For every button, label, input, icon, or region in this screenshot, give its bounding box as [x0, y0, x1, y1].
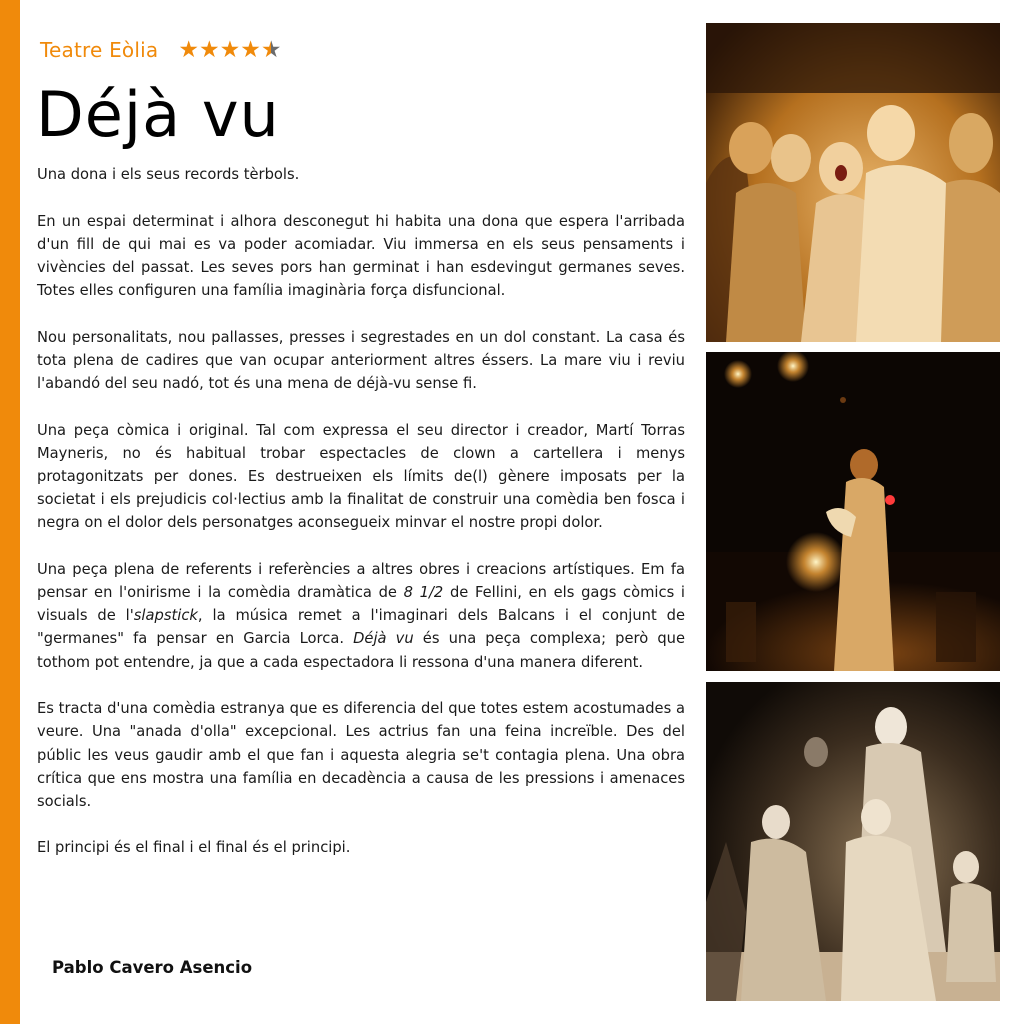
- half-star-icon: ★: [260, 36, 282, 63]
- accent-side-bar: [0, 0, 20, 1024]
- paragraph-closing: El principi és el final i el final és el principi.: [37, 839, 351, 857]
- paragraph-characters: Nou personalitats, nou pallasses, presses i segrestades en un dol constant. La casa és tota plena de cadires que van ocupar anteriorment altres éssers. La mare viu i reviu l'abandó del seu nadó, tot és una mena de déjà-vu sense fi.: [37, 328, 685, 393]
- paragraph-verdict: Es tracta d'una comèdia estranya que es diferencia del que totes estem acostumades a veure. Una "anada d'olla" excepcional. Les actrius fan una feina increïble. Des del públic les veus gaudir amb el que fan i aquesta alegria se't contagia plena. Una obra crítica que ens mostra una família en decadència a causa de les pressions i amenaces socials.: [37, 700, 685, 810]
- author-name: Pablo Cavero Asencio: [52, 958, 253, 977]
- stage-photo-ensemble: [706, 682, 1000, 1001]
- page-title: Déjà vu: [36, 78, 280, 151]
- genre-term: slapstick: [133, 607, 198, 625]
- review-header: [40, 38, 281, 62]
- star-icon: ★: [240, 36, 261, 63]
- stage-photo-group: [706, 23, 1000, 342]
- review-body: [37, 163, 685, 883]
- venue-name: Teatre Eòlia: [40, 38, 159, 62]
- star-icon: ★: [219, 36, 241, 63]
- paragraph-intro: Una dona i els seus records tèrbols.: [37, 166, 300, 183]
- play-title: Déjà vu: [353, 630, 414, 648]
- paragraph-premise: En un espai determinat i alhora desconegut hi habita una dona que espera l'arribada d'un fill de qui mai es va poder acomiadar. Viu immersa en els seus pensaments i vivències del passat. Les seves pors han germinat i han esdevingut germanes seves. Totes elles configuren una família imaginària força disfuncional.: [37, 212, 685, 300]
- star-icon: ★: [178, 36, 199, 63]
- star-icon: ★: [198, 36, 220, 63]
- paragraph-references: Una peça plena de referents i referències a altres obres i creacions artístiques. Em fa pensar en l'onirisme i la comèdia dramàtica de 8 1/2 de Fellini, en els gags còmics i visuals de l'slapstick, la música remet a l'imaginari dels Balcans i el conjunt de "germanes" fa pensar en Garcia Lorca. Déjà vu és una peça complexa; però que tothom pot entendre, ja que a cada espectadora li ressona d'una manera diferent.: [37, 560, 685, 671]
- star-rating: [178, 36, 282, 63]
- paragraph-director: Una peça còmica i original. Tal com expressa el seu director i creador, Martí Torras Mayneris, no és habitual trobar espectacles de clown a cartellera i menys protagonitzats per dones. Es destrueixen els límits de(l) gènere imposats per la societat i els prejudicis col·lectius amb la finalitat de construir una comèdia ben fosca i negra on el dolor dels personatges aconsegueix minvar el nostre propi dolor.: [37, 421, 685, 532]
- stage-photo-solo: [706, 352, 1000, 671]
- film-title: 8 1/2: [403, 584, 444, 602]
